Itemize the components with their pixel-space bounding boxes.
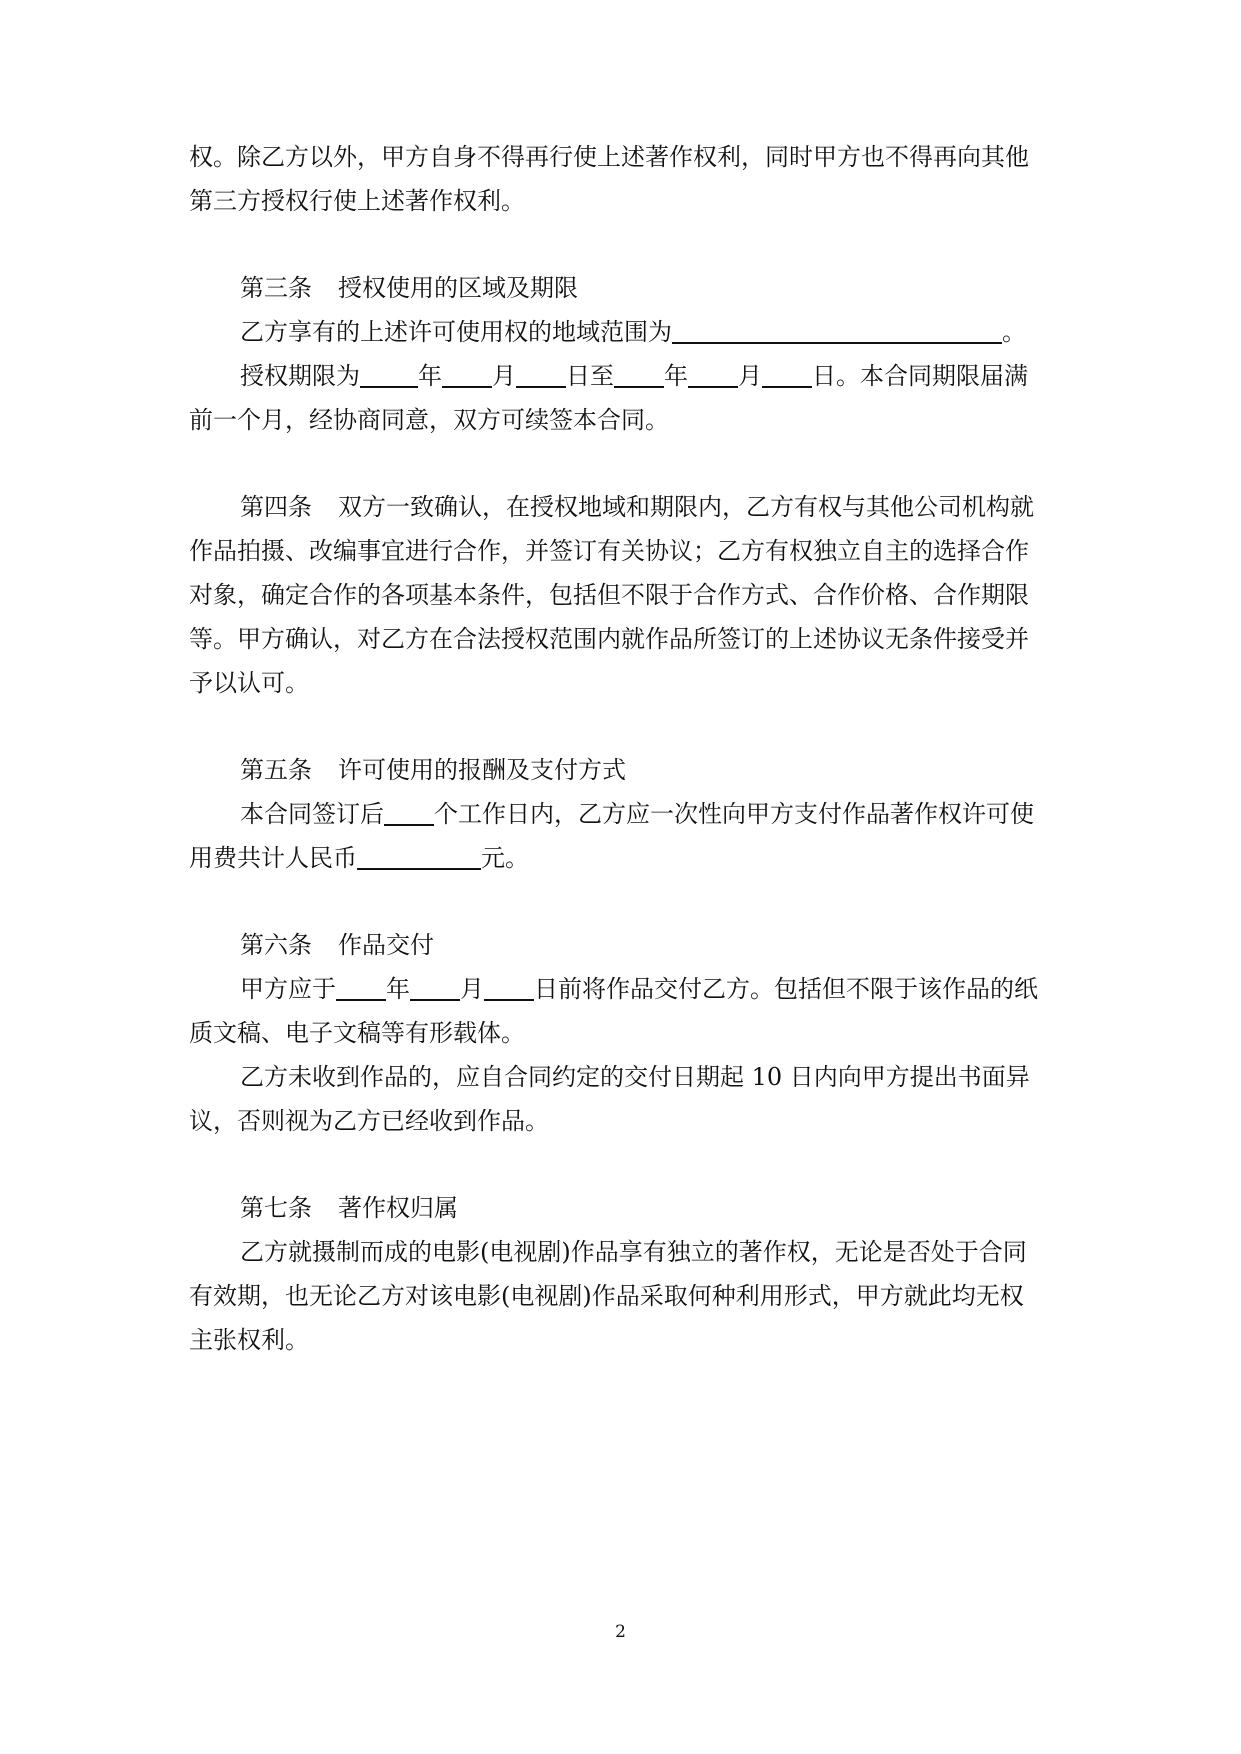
delivery-line (240, 967, 1120, 1011)
article-title: 作品交付 (338, 931, 434, 959)
start-day-blank[interactable] (516, 358, 566, 388)
payment-text: 个工作日内，乙方应一次性向甲方支付作品著作权许可使 (434, 800, 1034, 828)
paragraph-line: 有效期，也无论乙方对该电影(电视剧)作品采取何种利用形式，甲方就此均无权 (189, 1282, 1024, 1310)
paragraph-line: 等。甲方确认，对乙方在合法授权范围内就作品所签订的上述协议无条件接受并 (189, 625, 1029, 653)
day-to-label: 日至 (566, 362, 614, 390)
payment-line (240, 792, 1120, 836)
article-number: 第七条 (240, 1194, 312, 1222)
paragraph-line: 对象，确定合作的各项基本条件，包括但不限于合作方式、合作价格、合作期限 (189, 581, 1029, 609)
paragraph-line: 第三方授权行使上述著作权利。 (189, 187, 525, 215)
month-label: 月 (492, 362, 516, 390)
fee-label: 用费共计人民币 (189, 844, 357, 872)
article-number: 第五条 (240, 756, 312, 784)
fee-line (189, 836, 1069, 880)
paragraph-line: 权。除乙方以外，甲方自身不得再行使上述著作权利，同时甲方也不得再向其他 (189, 143, 1029, 171)
paragraph-line: 乙方未收到作品的，应自合同约定的交付日期起 10 日内向甲方提出书面异 (240, 1063, 1030, 1091)
paragraph-line: 前一个月，经协商同意，双方可续签本合同。 (189, 406, 669, 434)
article-4-line (240, 485, 1120, 529)
article-number: 第六条 (240, 931, 312, 959)
end-year-blank[interactable] (614, 358, 664, 388)
region-line (240, 310, 1120, 354)
paragraph-line: 作品拍摄、改编事宜进行合作，并签订有关协议；乙方有权独立自主的选择合作 (189, 537, 1029, 565)
month-label: 月 (460, 975, 484, 1003)
workdays-blank[interactable] (384, 796, 434, 826)
article-5-heading (240, 748, 1120, 792)
term-line (240, 354, 1120, 398)
delivery-text: 日前将作品交付乙方。包括但不限于该作品的纸 (534, 975, 1038, 1003)
article-3-heading (240, 266, 1120, 310)
end-month-blank[interactable] (688, 358, 738, 388)
start-month-blank[interactable] (442, 358, 492, 388)
fee-unit: 元。 (481, 844, 529, 872)
article-number: 第四条 (240, 493, 312, 521)
delivery-month-blank[interactable] (410, 971, 460, 1001)
article-number: 第三条 (240, 274, 312, 302)
paragraph-line: 主张权利。 (189, 1326, 309, 1354)
page-number: 2 (615, 1622, 626, 1642)
term-label: 授权期限为 (240, 362, 360, 390)
delivery-label: 甲方应于 (240, 975, 336, 1003)
start-year-blank[interactable] (360, 358, 418, 388)
paragraph-line: 质文稿、电子文稿等有形载体。 (189, 1019, 525, 1047)
region-blank[interactable] (672, 314, 1002, 344)
month-label: 月 (738, 362, 762, 390)
delivery-year-blank[interactable] (336, 971, 386, 1001)
delivery-day-blank[interactable] (484, 971, 534, 1001)
article-6-heading (240, 923, 1120, 967)
payment-label: 本合同签订后 (240, 800, 384, 828)
article-title: 许可使用的报酬及支付方式 (338, 756, 626, 784)
end-day-blank[interactable] (762, 358, 812, 388)
year-label: 年 (664, 362, 688, 390)
term-tail: 日。本合同期限届满 (812, 362, 1028, 390)
year-label: 年 (418, 362, 442, 390)
article-text: 双方一致确认，在授权地域和期限内，乙方有权与其他公司机构就 (338, 493, 1034, 521)
article-title: 授权使用的区域及期限 (338, 274, 578, 302)
article-title: 著作权归属 (338, 1194, 458, 1222)
article-7-heading (240, 1186, 1120, 1230)
paragraph-line: 乙方就摄制而成的电影(电视剧)作品享有独立的著作权，无论是否处于合同 (240, 1238, 1027, 1266)
paragraph-line: 议，否则视为乙方已经收到作品。 (189, 1107, 549, 1135)
region-label: 乙方享有的上述许可使用权的地域范围为 (240, 318, 672, 346)
year-label: 年 (386, 975, 410, 1003)
region-end: 。 (1002, 318, 1026, 346)
paragraph-line: 予以认可。 (189, 669, 309, 697)
fee-blank[interactable] (357, 840, 481, 870)
